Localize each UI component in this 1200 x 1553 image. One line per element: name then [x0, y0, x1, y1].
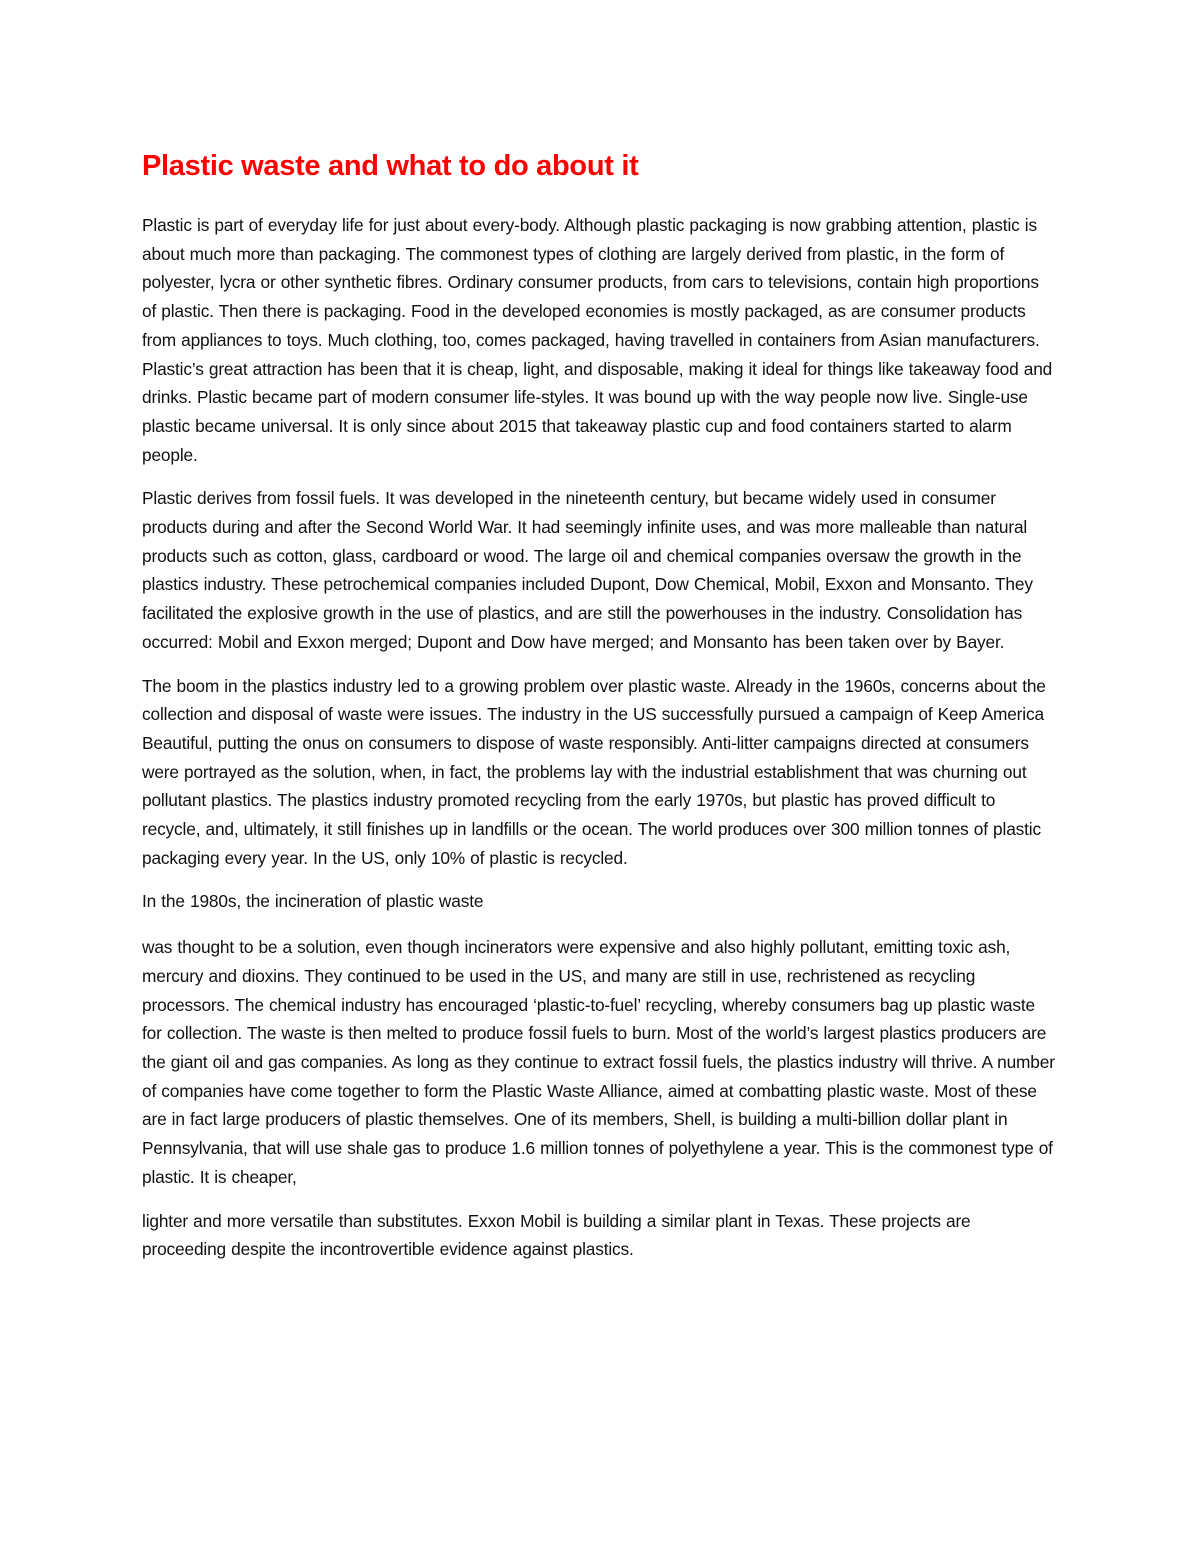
paragraph-plastic-waste-boom: The boom in the plastics industry led to a growing problem over plastic waste. Already in the 1960s, concerns about the collection and disposal of waste were issues. The industry in the US successfully pursued a campaign of Keep America Beautiful, putting the onus on consumers to dispose of waste responsibly. Anti-litter campaigns directed at consumers were portrayed as the solution, when, in fact, the problems lay with the industrial establishment that was churning out pollutant plastics. The plastics industry promoted recycling from the early 1970s, but plastic has proved difficult to recycle, and, ultimately, it still finishes up in landfills or the ocean. The world produces over 300 million tonnes of plastic packaging every year. In the US, only 10% of plastic is recycled.: [142, 675, 1046, 868]
paragraph-incineration-details: was thought to be a solution, even though incinerators were expensive and also highly pollutant, emitting toxic ash, mercury and dioxins. They continued to be used in the US, and many are still in use, rechristened as recycling processors. The chemical industry has encouraged ‘plastic-to-fuel’ recycling, whereby consumers bag up plastic waste for collection. The waste is then melted to produce fossil fuels to burn. Most of the world’s largest plastics producers are the giant oil and gas companies. As long as they continue to extract fossil fuels, the plastics industry will thrive. A number of companies have come together to form the Plastic Waste Alliance, aimed at combatting plastic waste. Most of these are in fact large producers of plastic themselves. One of its members, Shell, is building a multi-billion dollar plant in Pennsylvania, that will use shale gas to produce 1.6 million tonnes of polyethylene a year. This is the commonest type of plastic. It is cheaper,: [142, 937, 1055, 1187]
paragraph-exxon-mobil: lighter and more versatile than substitutes. Exxon Mobil is building a similar plant in Texas. These projects are proceeding despite the incontrovertible evidence against plastics.: [142, 1210, 971, 1260]
document-body: [142, 142, 1058, 1279]
paragraph-plastic-everyday-life: Plastic is part of everyday life for just about every-body. Although plastic packaging is now grabbing attention, plastic is about much more than packaging. The commonest types of clothing are largely derived from plastic, in the form of polyester, lycra or other synthetic fibres. Ordinary consumer products, from cars to televisions, contain high proportions of plastic. Then there is packaging. Food in the developed economies is mostly packaged, as are consumer products from appliances to toys. Much clothing, too, comes packaged, having travelled in containers from Asian manufacturers. Plastic’s great attraction has been that it is cheap, light, and disposable, making it ideal for things like takeaway food and drinks. Plastic became part of modern consumer life-styles. It was bound up with the way people now live. Single-use plastic became universal. It is only since about 2015 that takeaway plastic cup and food containers started to alarm people.: [142, 215, 1053, 465]
paragraph-fossil-fuels: Plastic derives from fossil fuels. It was developed in the nineteenth century, but became widely used in consumer products during and after the Second World War. It had seemingly infinite uses, and was more malleable than natural products such as cotton, glass, cardboard or wood. The large oil and chemical companies oversaw the growth in the plastics industry. These petrochemical companies included Dupont, Dow Chemical, Mobil, Exxon and Monsanto. They facilitated the explosive growth in the use of plastics, and are still the powerhouses in the industry. Consolidation has occurred: Mobil and Exxon merged; Dupont and Dow have merged; and Monsanto has been taken over by Bayer.: [142, 488, 1033, 652]
document-title: Plastic waste and what to do about it: [142, 150, 639, 182]
paragraph-incineration-intro: In the 1980s, the incineration of plastic waste: [142, 891, 484, 912]
